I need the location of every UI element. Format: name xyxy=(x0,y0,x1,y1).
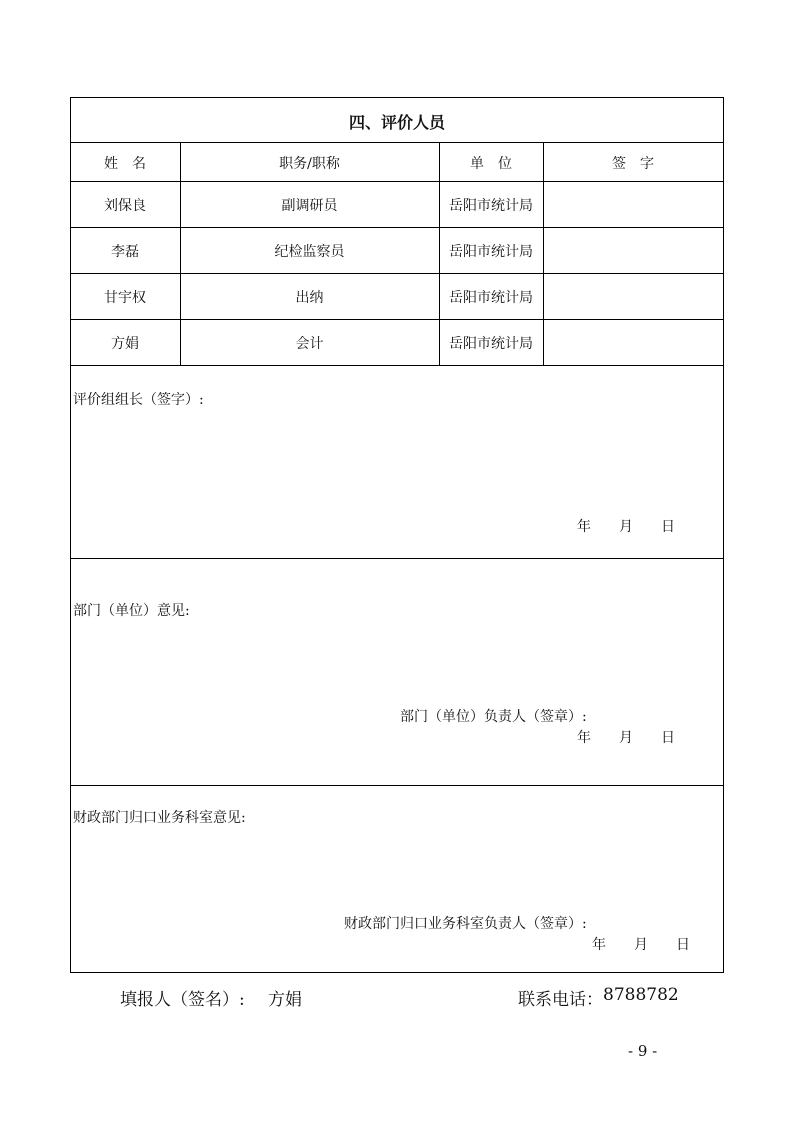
phone-label: 联系电话： xyxy=(518,990,603,1010)
filler-name: 方娟 xyxy=(268,990,302,1010)
page-number: - 9 - xyxy=(628,1042,658,1060)
cell-unit: 岳阳市统计局 xyxy=(449,336,533,352)
leader-date: 年 月 日 xyxy=(577,519,675,535)
finance-label: 财政部门归口业务科室意见: xyxy=(73,810,246,826)
cell-title: 出纳 xyxy=(295,290,324,306)
cell-name: 李磊 xyxy=(111,244,139,260)
column-header-signature: 签 字 xyxy=(612,156,654,172)
cell-name: 方娟 xyxy=(111,336,139,352)
filler-label: 填报人（签名）: xyxy=(120,990,245,1010)
cell-unit: 岳阳市统计局 xyxy=(449,198,533,214)
cell-name: 刘保良 xyxy=(104,198,146,214)
cell-unit: 岳阳市统计局 xyxy=(449,244,533,260)
cell-unit: 岳阳市统计局 xyxy=(449,290,533,306)
department-date: 年 月 日 xyxy=(577,730,675,746)
section-title: 四、评价人员 xyxy=(348,113,445,132)
cell-title: 纪检监察员 xyxy=(274,244,345,260)
cell-title: 副调研员 xyxy=(281,198,338,214)
column-header-title: 职务/职称 xyxy=(279,156,340,172)
leader-label: 评价组组长（签字）: xyxy=(73,392,204,408)
finance-date: 年 月 日 xyxy=(592,937,690,953)
department-label: 部门（单位）意见: xyxy=(73,603,190,619)
column-header-unit: 单 位 xyxy=(470,156,512,172)
cell-name: 甘宇权 xyxy=(104,290,146,306)
finance-sign: 财政部门归口业务科室负责人（签章）: xyxy=(344,916,587,932)
cell-title: 会计 xyxy=(295,336,324,352)
department-sign: 部门（单位）负责人（签章）: xyxy=(400,709,587,725)
phone-number: 8788782 xyxy=(603,985,679,1005)
column-header-name: 姓 名 xyxy=(104,156,146,172)
